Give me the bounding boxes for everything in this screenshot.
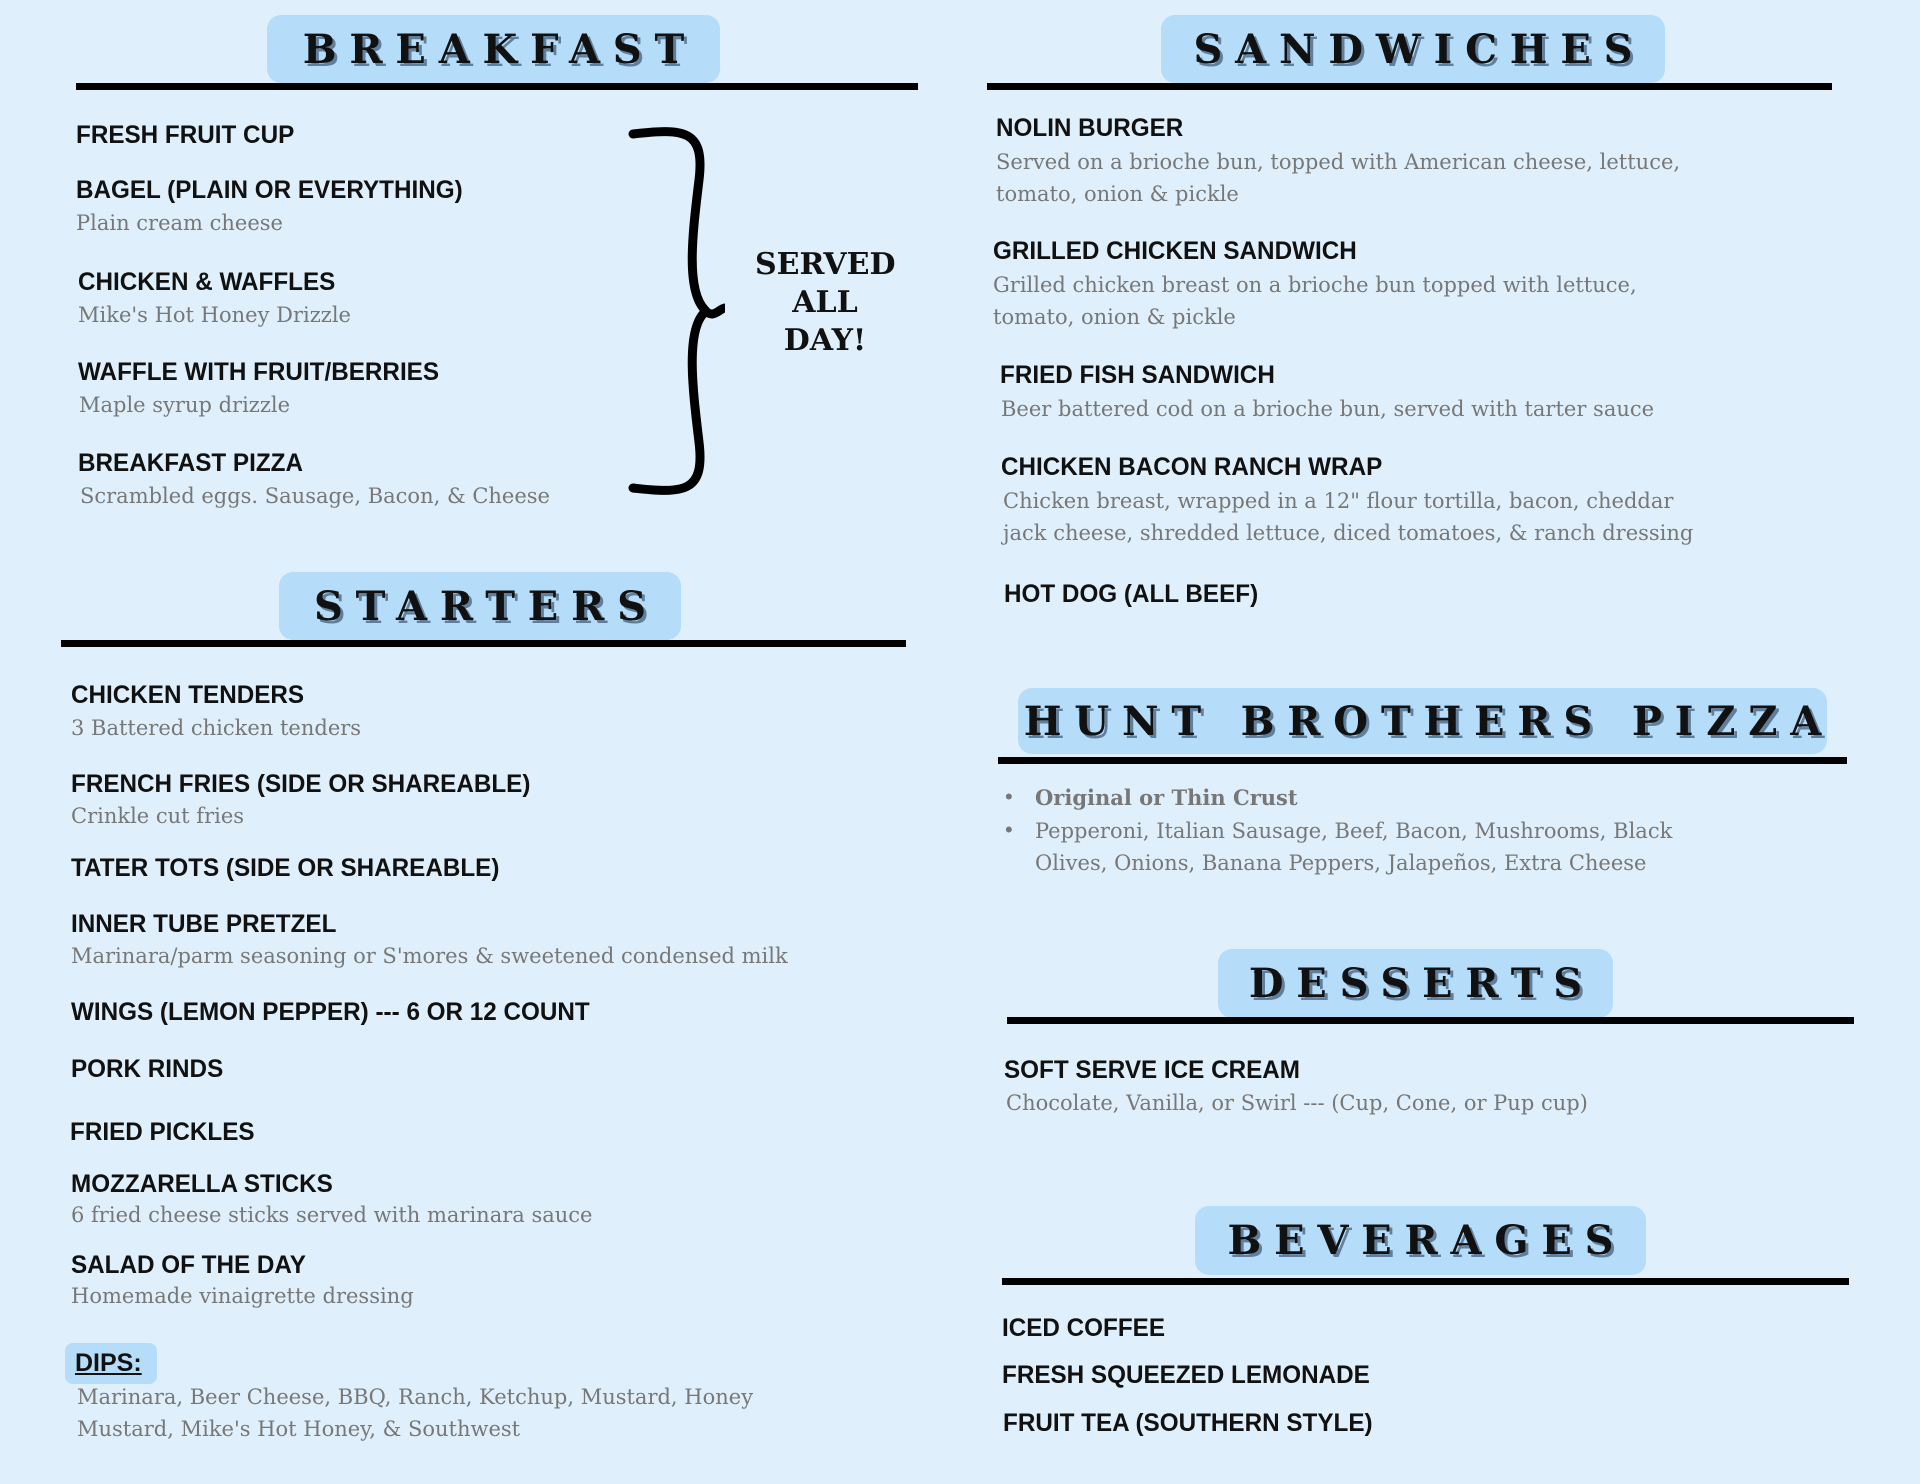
menu-item-desc: Crinkle cut fries bbox=[71, 804, 245, 828]
bullet-icon: • bbox=[1005, 817, 1013, 842]
section-title: STARTERS bbox=[313, 582, 659, 630]
menu-item-name: CHICKEN TENDERS bbox=[71, 681, 305, 709]
menu-item-name: WAFFLE WITH FRUIT/BERRIES bbox=[78, 358, 440, 386]
menu-item-name: FRUIT TEA (SOUTHERN STYLE) bbox=[1003, 1409, 1373, 1437]
menu-item-desc: Grilled chicken breast on a brioche bun topped with lettuce, bbox=[993, 273, 1637, 297]
menu-item-name: WINGS (LEMON PEPPER) --- 6 OR 12 COUNT bbox=[71, 998, 590, 1026]
menu-item-desc: Marinara/parm seasoning or S'mores & sweetened condensed milk bbox=[71, 944, 788, 968]
menu-item-name: PORK RINDS bbox=[71, 1055, 224, 1083]
pizza-toppings: Pepperoni, Italian Sausage, Beef, Bacon, Mushrooms, Black bbox=[1035, 819, 1673, 843]
sandwiches-header bbox=[1161, 15, 1665, 83]
menu-item-desc: Chocolate, Vanilla, or Swirl --- (Cup, Cone, or Pup cup) bbox=[1006, 1091, 1588, 1115]
desserts-header bbox=[1218, 949, 1613, 1018]
divider bbox=[987, 83, 1832, 90]
menu-item-name: SOFT SERVE ICE CREAM bbox=[1004, 1056, 1300, 1084]
menu-item-name: FRESH FRUIT CUP bbox=[76, 121, 295, 149]
menu-item-name: MOZZARELLA STICKS bbox=[71, 1170, 333, 1198]
menu-item-desc: 3 Battered chicken tenders bbox=[71, 716, 362, 740]
section-title: DESSERTS bbox=[1248, 960, 1595, 1007]
menu-item-desc: Chicken breast, wrapped in a 12" flour tortilla, bacon, cheddar bbox=[1003, 489, 1674, 513]
bullet-icon: • bbox=[1005, 784, 1013, 809]
menu-item-name: TATER TOTS (SIDE OR SHAREABLE) bbox=[71, 854, 500, 882]
menu-item-name: FRENCH FRIES (SIDE OR SHAREABLE) bbox=[71, 770, 531, 798]
menu-item-desc: tomato, onion & pickle bbox=[993, 305, 1236, 329]
divider bbox=[76, 83, 918, 90]
menu-item-name: BAGEL (PLAIN OR EVERYTHING) bbox=[76, 176, 463, 204]
menu-item-name: FRESH SQUEEZED LEMONADE bbox=[1002, 1361, 1370, 1389]
divider bbox=[61, 640, 906, 647]
pizza-header bbox=[1018, 688, 1835, 754]
divider bbox=[998, 757, 1847, 764]
menu-item-name: BREAKFAST PIZZA bbox=[78, 449, 303, 477]
served-line: ALL bbox=[792, 285, 858, 320]
section-title: BEVERAGES bbox=[1227, 1217, 1627, 1264]
curly-brace-icon bbox=[625, 120, 725, 500]
menu-item-name: GRILLED CHICKEN SANDWICH bbox=[993, 237, 1357, 265]
served-line: SERVED bbox=[755, 247, 896, 282]
menu-item-name: INNER TUBE PRETZEL bbox=[71, 910, 337, 938]
menu-item-desc: Mike's Hot Honey Drizzle bbox=[78, 303, 351, 327]
menu-item-desc: Served on a brioche bun, topped with American cheese, lettuce, bbox=[996, 150, 1681, 174]
menu-item-desc: 6 fried cheese sticks served with marinara sauce bbox=[71, 1203, 593, 1227]
pizza-crust: Original or Thin Crust bbox=[1035, 785, 1298, 810]
breakfast-header bbox=[267, 15, 720, 83]
menu-item-desc: Scrambled eggs. Sausage, Bacon, & Cheese bbox=[80, 484, 550, 508]
menu-item-desc: tomato, onion & pickle bbox=[996, 182, 1239, 206]
served-line: DAY! bbox=[783, 323, 867, 358]
menu-item-name: FRIED FISH SANDWICH bbox=[1000, 361, 1275, 389]
section-title: BREAKFAST bbox=[302, 25, 698, 73]
dips-label: DIPS: bbox=[75, 1349, 142, 1377]
menu-item-name: HOT DOG (ALL BEEF) bbox=[1004, 580, 1259, 608]
menu-item-name: SALAD OF THE DAY bbox=[71, 1251, 306, 1279]
dips-label-badge bbox=[65, 1343, 157, 1384]
divider bbox=[1002, 1278, 1849, 1285]
menu-item-desc: jack cheese, shredded lettuce, diced tomatoes, & ranch dressing bbox=[1003, 521, 1694, 545]
section-title: SANDWICHES bbox=[1193, 25, 1646, 73]
beverages-header bbox=[1195, 1206, 1646, 1275]
menu-item-desc: Beer battered cod on a brioche bun, served with tarter sauce bbox=[1001, 397, 1655, 421]
section-title: HUNT BROTHERS PIZZA bbox=[1023, 697, 1835, 745]
menu-item-desc: Plain cream cheese bbox=[76, 211, 283, 235]
dips-list: Mustard, Mike's Hot Honey, & Southwest bbox=[77, 1417, 521, 1441]
menu-item-name: CHICKEN BACON RANCH WRAP bbox=[1001, 453, 1383, 481]
menu-item-name: CHICKEN & WAFFLES bbox=[78, 268, 336, 296]
pizza-toppings: Olives, Onions, Banana Peppers, Jalapeños, Extra Cheese bbox=[1035, 851, 1647, 875]
menu-item-name: NOLIN BURGER bbox=[996, 114, 1184, 142]
menu-item-desc: Homemade vinaigrette dressing bbox=[71, 1284, 414, 1308]
menu-item-name: FRIED PICKLES bbox=[70, 1118, 255, 1146]
dips-list: Marinara, Beer Cheese, BBQ, Ranch, Ketchup, Mustard, Honey bbox=[77, 1385, 754, 1409]
starters-header bbox=[279, 572, 681, 640]
served-all-day-text bbox=[755, 246, 895, 360]
divider bbox=[1007, 1017, 1854, 1024]
menu-item-desc: Maple syrup drizzle bbox=[79, 393, 291, 417]
menu-item-name: ICED COFFEE bbox=[1002, 1314, 1166, 1342]
